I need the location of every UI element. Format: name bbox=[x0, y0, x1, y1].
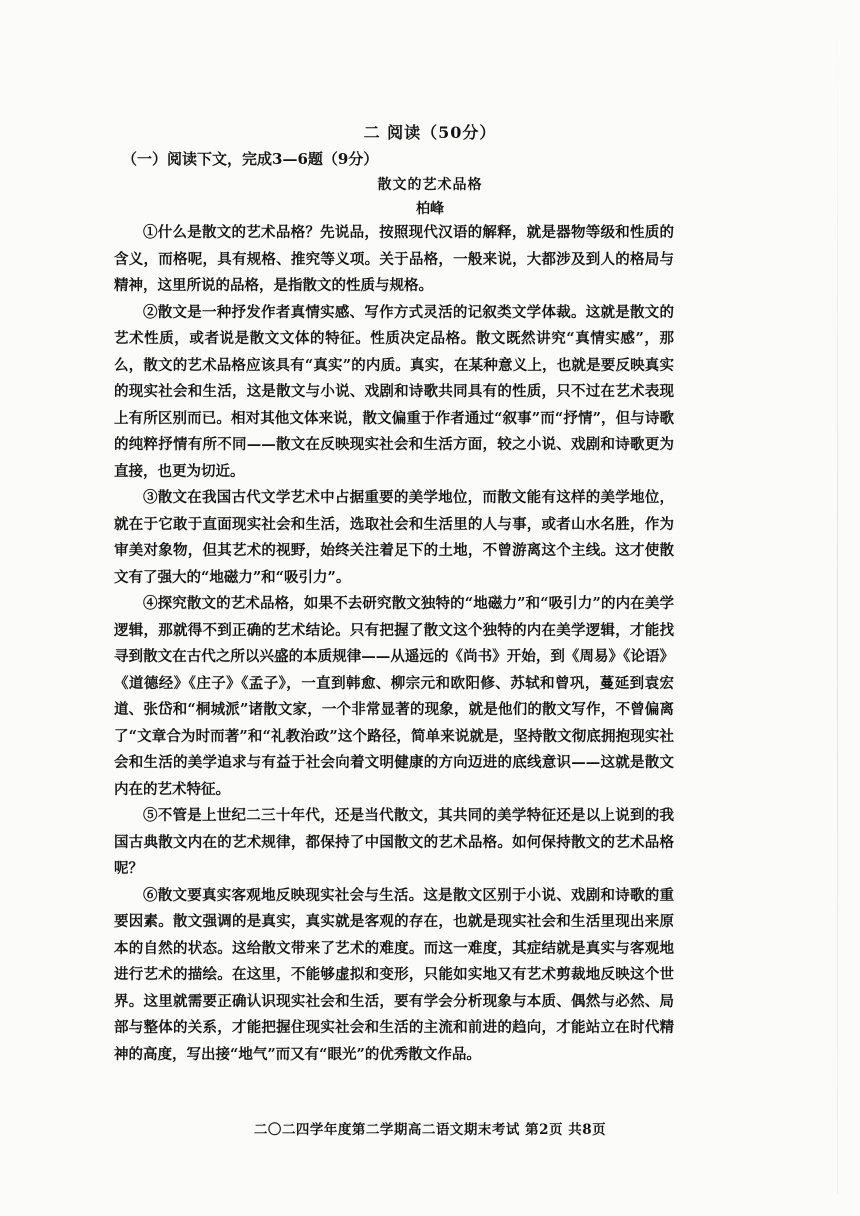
article-author: 柏峰 bbox=[416, 201, 444, 217]
paragraph-6: ⑥散文要真实客观地反映现实社会与生活。这是散文区别于小说、戏剧和诗歌的重要因素。散文强调的是真实，真实就是客观的存在，也就是现实社会和生活里现出来原本的自然的状态。这给散文带来了艺术的难度。而这一难度，其症结就是真实与客观地进行艺术的描绘。在这里，不能够虚拟和变形，只能如实地又有艺术剪裁地反映这个世界。这里就需要正确认识现实社会和生活，要有学会分析现象与本质、偶然与必然、局部与整体的关系，才能把握住现实社会和生活的主流和前进的趋向，才能站立在时代精神的高度，写出接“地气”而又有“眼光”的优秀散文作品。 bbox=[114, 886, 674, 1063]
paragraph-4: ④探究散文的艺术品格，如果不去研究散文独特的“地磁力”和“吸引力”的内在美学逻辑，那就得不到正确的艺术结论。只有把握了散文这个独特的内在美学逻辑，才能找寻到散文在古代之所以兴盛的本质规律——从遥远的《尚书》开始，到《周易》《论语》《道德经》《庄子》《孟子》，一直到韩愈、柳宗元和欧阳修、苏轼和曾巩，蔓延到袁宏道、张岱和“桐城派”诸散文家，一个非常显著的现象，就是他们的散文写作，不曾偏离了“文章合为时而著”和“礼教治政”这个路径，简单来说就是，坚持散文彻底拥抱现实社会和生活的美学追求与有益于社会向着文明健康的方向迈进的底线意识——这就是散文内在的艺术特征。 bbox=[114, 595, 674, 798]
paragraph-3: ③散文在我国古代文学艺术中占据重要的美学地位，而散文能有这样的美学地位，就在于它敢于直面现实社会和生活，选取社会和生活里的人与事，或者山水名胜，作为审美对象物，但其艺术的视野，始终关注着足下的土地，不曾游离这个主线。这才使散文有了强大的“地磁力”和“吸引力”。 bbox=[114, 489, 674, 586]
article-title: 散文的艺术品格 bbox=[377, 177, 483, 193]
question-instruction: （一）阅读下文，完成3—6题（9分） bbox=[122, 150, 379, 168]
page-footer: 二〇二四学年度第二学期高二语文期末考试 第2页 共8页 bbox=[253, 1122, 607, 1138]
article-body bbox=[114, 220, 674, 1068]
paragraph-2: ②散文是一种抒发作者真情实感、写作方式灵活的记叙类文学体裁。这就是散文的艺术性质，或者说是散文文体的特征。性质决定品格。散文既然讲究“真情实感”，那么，散文的艺术品格应该具有“真实”的内质。真实，在某种意义上，也就是要反映真实的现实社会和生活，这是散文与小说、戏剧和诗歌共同具有的性质，只不过在艺术表现上有所区别而已。相对其他文体来说，散文偏重于作者通过“叙事”而“抒情”，但与诗歌的纯粹抒情有所不同——散文在反映现实社会和生活方面，较之小说、戏剧和诗歌更为直接，也更为切近。 bbox=[114, 303, 674, 480]
paragraph-5: ⑤不管是上世纪二三十年代，还是当代散文，其共同的美学特征还是以上说到的我国古典散文内在的艺术规律，都保持了中国散文的艺术品格。如何保持散文的艺术品格呢？ bbox=[114, 807, 674, 877]
section-title: 二 阅读（50分） bbox=[363, 123, 497, 142]
paragraph-1: ①什么是散文的艺术品格？先说品，按照现代汉语的解释，就是器物等级和性质的含义，而格呢，具有规格、推究等义项。关于品格，一般来说，大都涉及到人的格局与精神，这里所说的品格，是指散文的性质与规格。 bbox=[114, 224, 674, 294]
